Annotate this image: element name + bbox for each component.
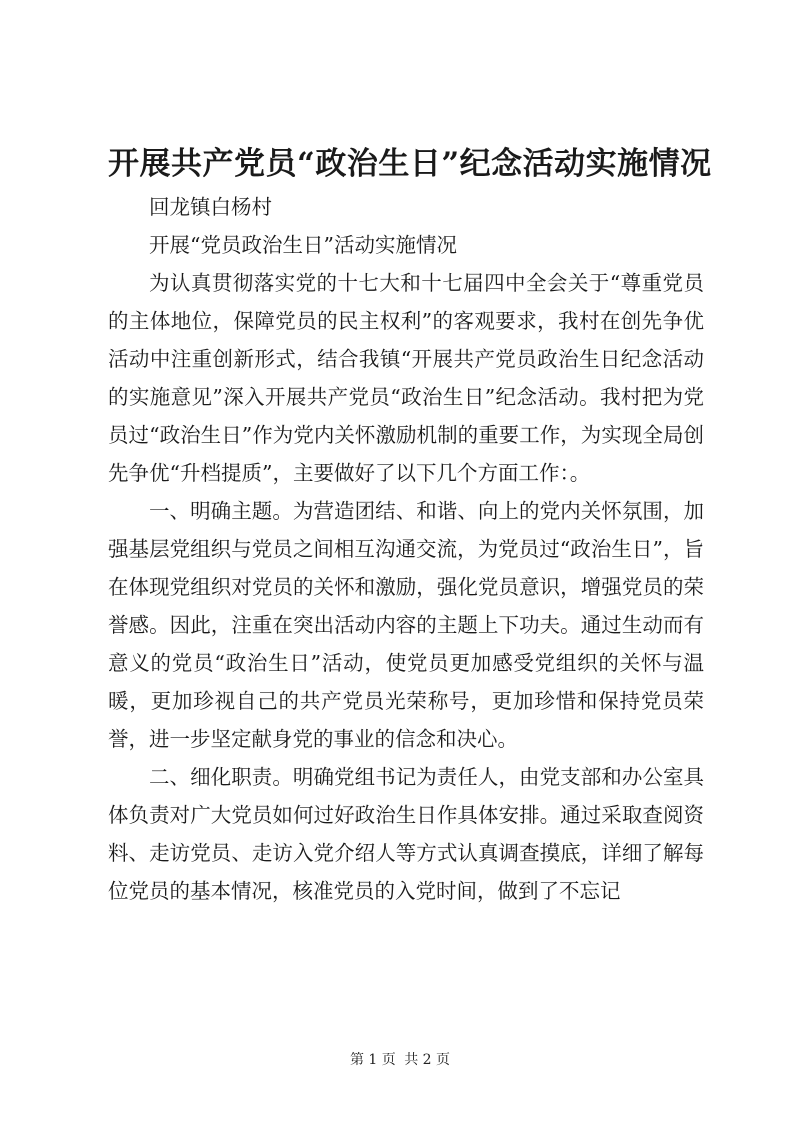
document-body <box>108 188 704 910</box>
village-name: 回龙镇白杨村 <box>149 195 272 219</box>
document-subtitle: 开展“党员政治生日”活动实施情况 <box>149 233 457 257</box>
paragraph-section-2: 二、细化职责。明确党组书记为责任人，由党支部和办公室具体负责对广大党员如何过好政治生日作具体安排。通过采取查阅资料、走访党员、走访入党介绍人等方式认真调查摸底，详细了解每位党员的基本情况，核准党员的入党时间，做到了不忘记 <box>108 765 704 903</box>
page-footer <box>0 1050 800 1070</box>
paragraph-section-1: 一、明确主题。为营造团结、和谐、向上的党内关怀氛围，加强基层党组织与党员之间相互沟通交流，为党员过“政治生日”，旨在体现党组织对党员的关怀和激励，强化党员意识，增强党员的荣誉感。因此，注重在突出活动内容的主题上下功夫。通过生动而有意义的党员“政治生日”活动，使党员更加感受党组织的关怀与温暖，更加珍视自己的共产党员光荣称号，更加珍惜和保持党员荣誉，进一步坚定献身党的事业的信念和决心。 <box>108 499 704 751</box>
paragraph-intro: 为认真贯彻落实党的十七大和十七届四中全会关于“尊重党员的主体地位，保障党员的民主权利”的客观要求，我村在创先争优活动中注重创新形式，结合我镇“开展共产党员政治生日纪念活动的实施意见”深入开展共产党员“政治生日”纪念活动。我村把为党员过“政治生日”作为党内关怀激励机制的重要工作，为实现全局创先争优“升档提质”，主要做好了以下几个方面工作：。 <box>108 271 704 485</box>
page-total: 共 2 页 <box>404 1052 451 1068</box>
page-number: 第 1 页 <box>349 1052 396 1068</box>
document-title: 开展共产党员“政治生日”纪念活动实施情况 <box>108 146 712 182</box>
